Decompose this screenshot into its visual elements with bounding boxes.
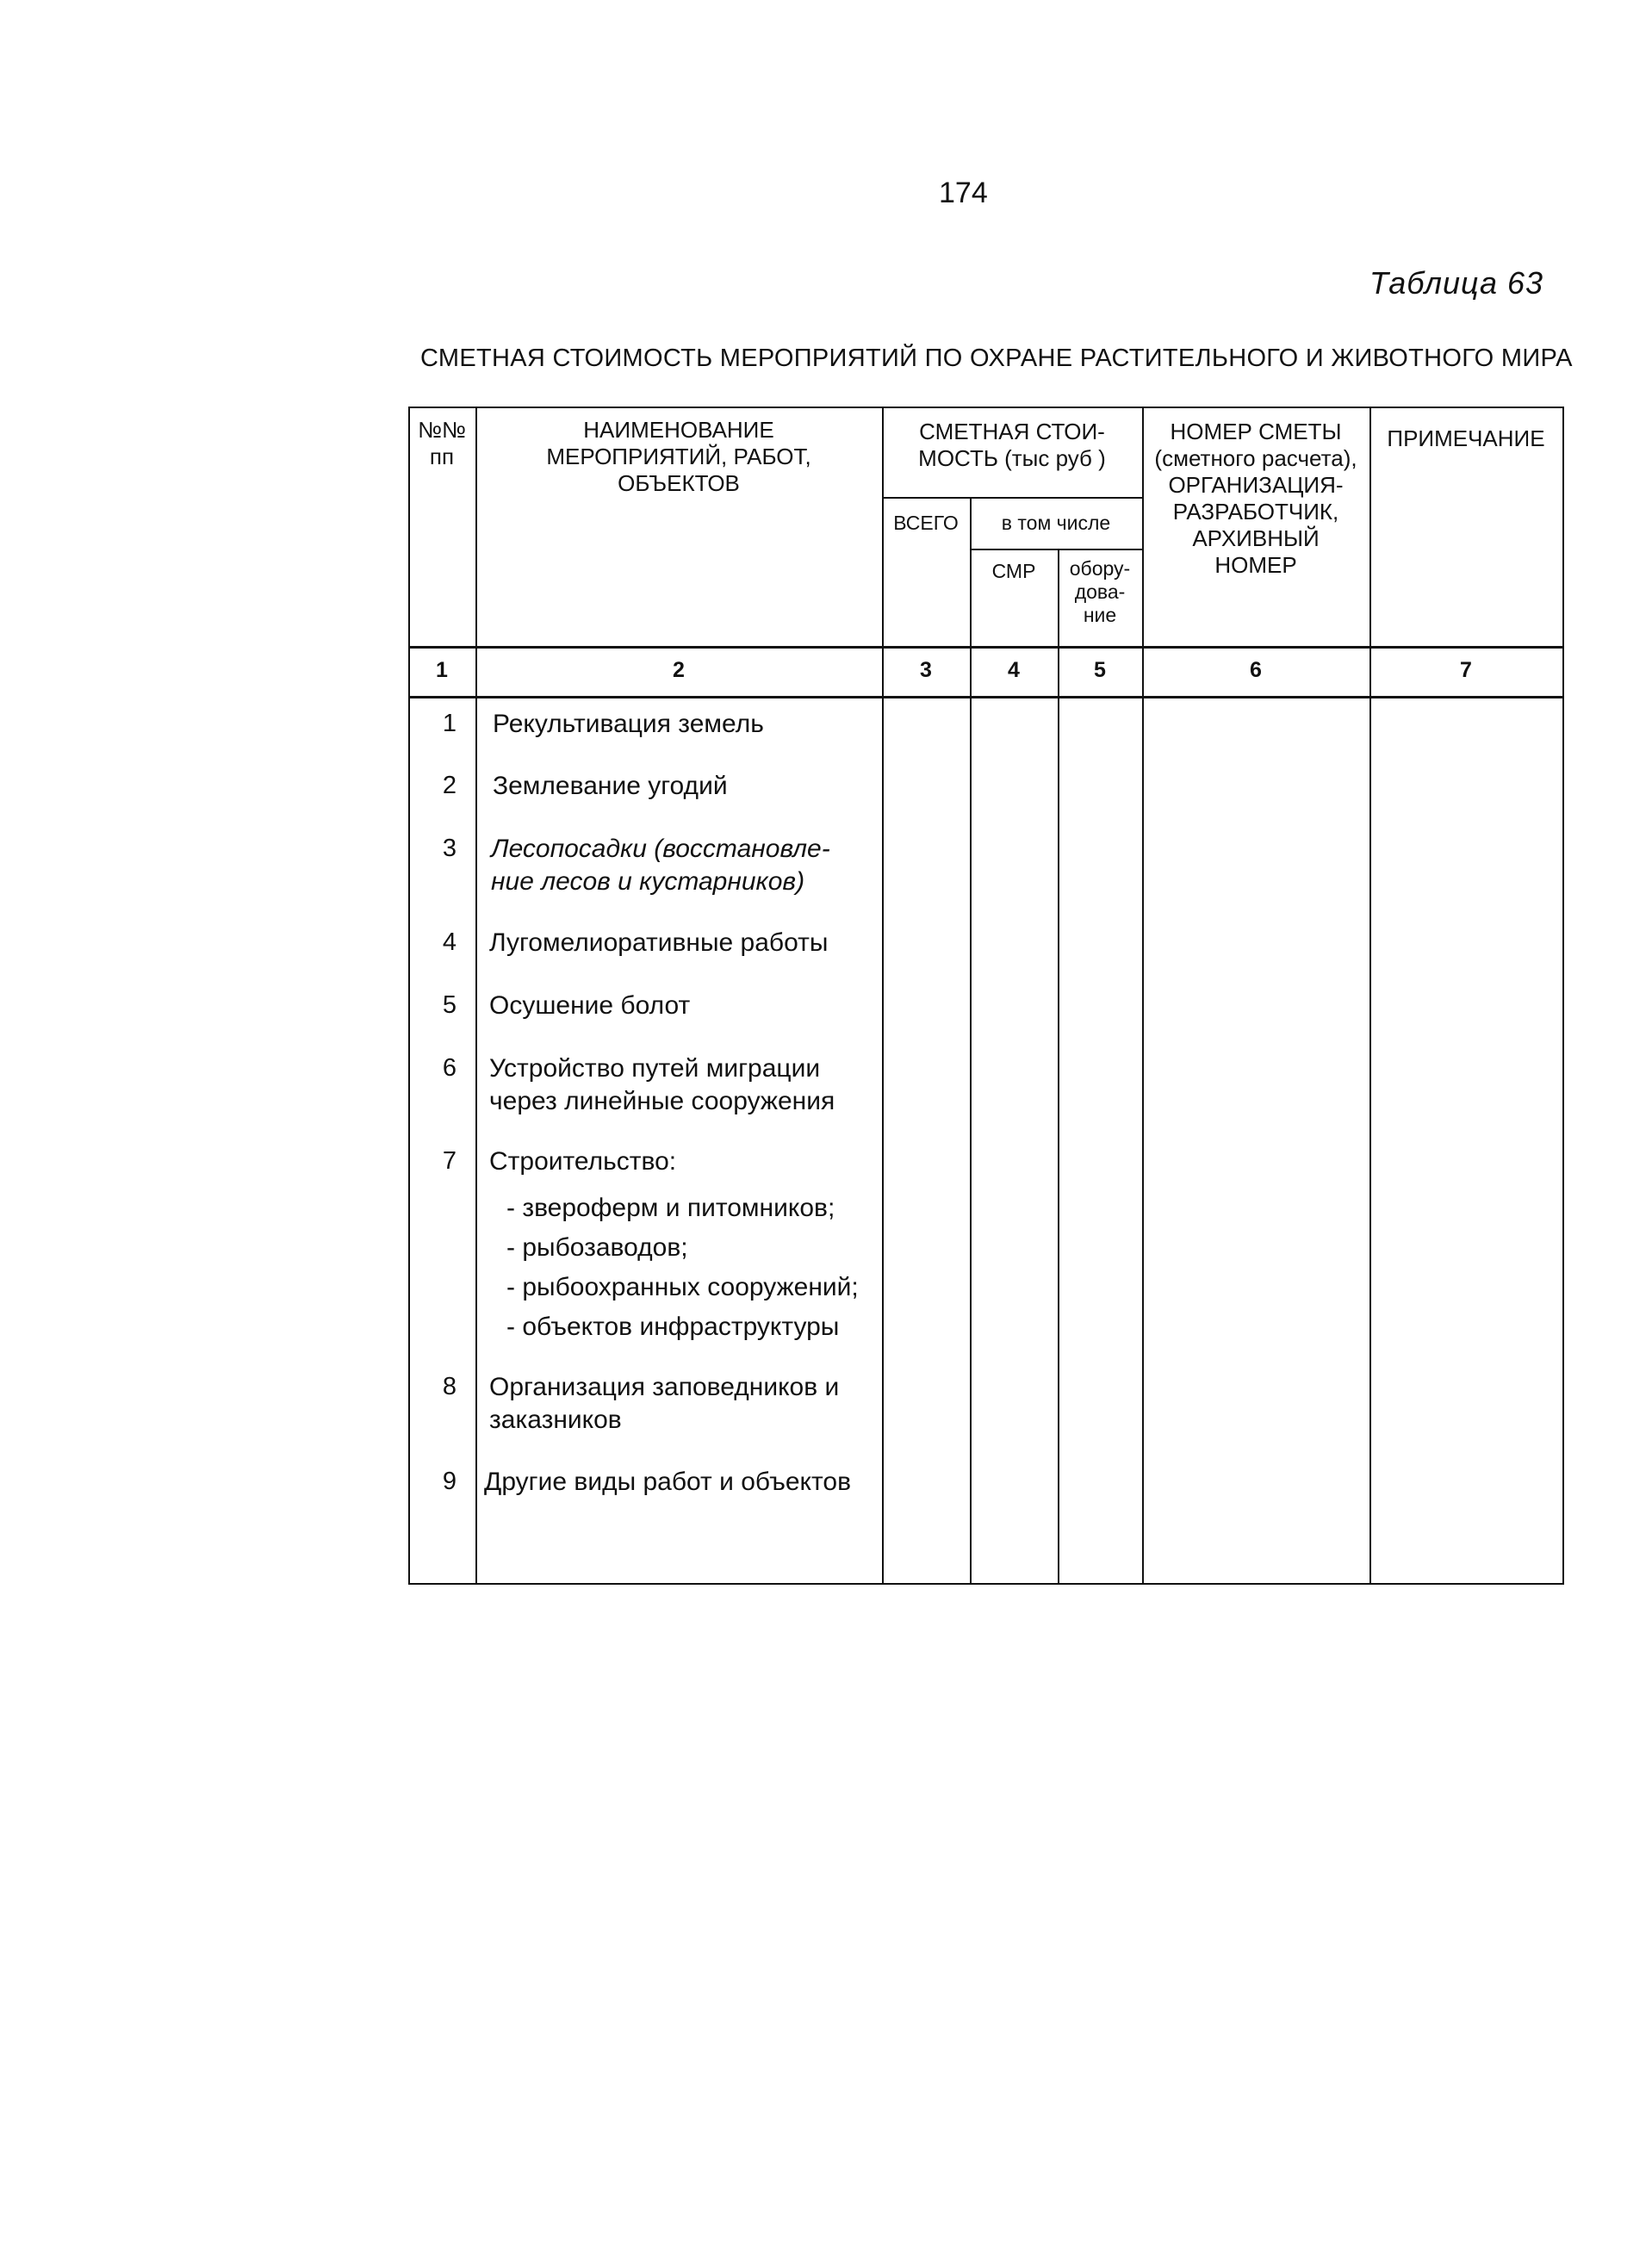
col-number: 3: [920, 658, 932, 682]
row-number: 1: [442, 710, 456, 737]
row-name: Строительство:: [489, 1147, 677, 1176]
col-number: 7: [1460, 658, 1472, 682]
table-border-top: [408, 407, 1564, 408]
header-col-smr: СМР: [991, 560, 1036, 582]
header-col-num: №№ пп: [418, 417, 466, 469]
row-number: 9: [442, 1468, 456, 1495]
row-number: 3: [442, 835, 456, 862]
row-name: Лугомелиоративные работы: [489, 928, 829, 957]
col-divider: [475, 407, 477, 1585]
row-name: Осушение болот: [489, 991, 691, 1020]
page-number: 174: [939, 177, 988, 209]
row-name: Землевание угодий: [493, 772, 728, 800]
table-border-right: [1562, 407, 1564, 1585]
sub-item: - рыбоохранных сооружений;: [506, 1273, 859, 1301]
col-divider: [1142, 407, 1144, 1585]
sub-item: - звероферм и питомников;: [506, 1194, 835, 1222]
col-number: 6: [1250, 658, 1262, 682]
col-divider: [1058, 549, 1059, 1585]
table-label: Таблица 63: [1369, 265, 1544, 301]
row-number: 7: [442, 1147, 456, 1175]
row-number: 2: [442, 772, 456, 799]
header-col-equipment: обору- дова- ние: [1069, 557, 1131, 626]
col-divider: [882, 407, 884, 1585]
estimate-table: [408, 407, 1564, 1585]
row-name: Лесопосадки (восстановле- ние лесов и кустарников): [491, 835, 830, 896]
row-number: 4: [442, 928, 456, 956]
col-number: 5: [1094, 658, 1106, 682]
row-number: 8: [442, 1373, 456, 1400]
header-col-estimate: НОМЕР СМЕТЫ (сметного расчета), ОРГАНИЗАЦИЯ- РАЗРАБОТЧИК, АРХИВНЫЙ НОМЕР: [1154, 419, 1357, 578]
col-number: 4: [1008, 658, 1020, 682]
header-col-total: ВСЕГО: [893, 512, 959, 534]
row-name: Другие виды работ и объектов: [484, 1468, 852, 1496]
sub-item: - рыбозаводов;: [506, 1233, 688, 1262]
row-name: Организация заповедников и заказников: [489, 1373, 840, 1434]
row-name: Рекультивация земель: [493, 710, 764, 738]
row-number: 5: [442, 991, 456, 1019]
header-col-note: ПРИМЕЧАНИЕ: [1387, 425, 1545, 451]
sub-item: - объектов инфраструктуры: [506, 1313, 840, 1341]
document-title: СМЕТНАЯ СТОИМОСТЬ МЕРОПРИЯТИЙ ПО ОХРАНЕ РАСТИТЕЛЬНОГО И ЖИВОТНОГО МИРА: [420, 345, 1573, 372]
header-col-name: НАИМЕНОВАНИЕ МЕРОПРИЯТИЙ, РАБОТ, ОБЪЕКТОВ: [546, 417, 811, 496]
header-col-cost: СМЕТНАЯ СТОИ- МОСТЬ (тыс руб ): [918, 419, 1106, 471]
numbers-bottom-line: [408, 696, 1564, 698]
row-name: Устройство путей миграции через линейные сооружения: [489, 1054, 835, 1115]
header-col-including: в том числе: [1001, 512, 1111, 534]
col-number: 1: [436, 658, 448, 682]
header-divider: [970, 549, 1142, 550]
col-divider: [1369, 407, 1371, 1585]
header-bottom-line: [408, 646, 1564, 649]
table-border-bottom: [408, 1583, 1564, 1585]
col-number: 2: [673, 658, 685, 682]
row-number: 6: [442, 1054, 456, 1082]
header-divider: [882, 497, 1142, 499]
